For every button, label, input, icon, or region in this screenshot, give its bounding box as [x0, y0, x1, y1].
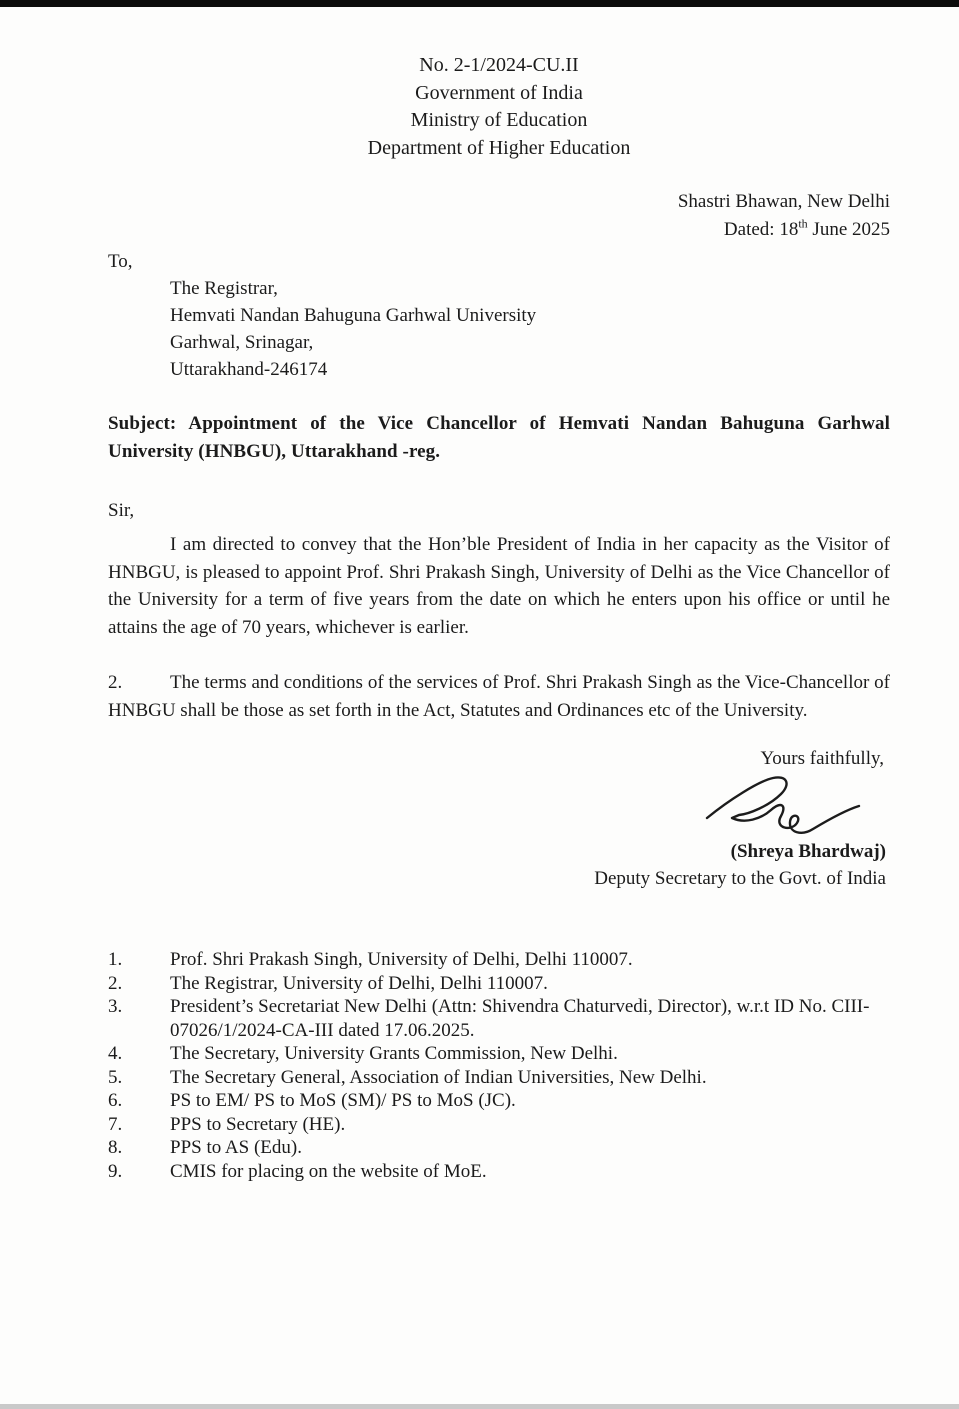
place-line: Shastri Bhawan, New Delhi [677, 191, 890, 212]
copy-item-text: The Registrar, University of Delhi, Delhi 110007. [170, 972, 548, 994]
signature-block [108, 772, 890, 834]
org-ministry: Ministry of Education [410, 109, 588, 131]
signatory-title: Deputy Secretary to the Govt. of India [594, 868, 886, 889]
letterhead [108, 52, 890, 162]
signatory-name: (Shreya Bhardwaj) [730, 841, 886, 862]
copy-item-text: Prof. Shri Prakash Singh, University of Delhi, Delhi 110007. [170, 949, 633, 970]
date-prefix: Dated: 18 [723, 219, 799, 240]
org-government: Government of India [415, 81, 583, 104]
subject-label: Subject: [108, 413, 177, 434]
date-suffix: June 2025 [807, 219, 890, 240]
recipient-block [170, 275, 890, 383]
recipient-state-pin: Uttarakhand-246174 [170, 359, 328, 380]
closing-phrase: Yours faithfully, [760, 748, 884, 769]
copy-item-number: 7. [108, 1113, 123, 1135]
copy-item-number: 8. [108, 1137, 123, 1158]
copy-item-text: PS to EM/ PS to MoS (SM)/ PS to MoS (JC). [170, 1090, 516, 1111]
body-paragraph-1: I am directed to convey that the Hon’ble President of India in her capacity as the Visitor of HNBGU, is pleased to appoint Prof. Shri Prakash Singh, University of Delhi as the Vice Chancellor of the University for a term of five years from the date on which he enters upon his office or until he attains the age of 70 years, whichever is earlier. [108, 534, 890, 638]
body-paragraph-2 [108, 669, 890, 724]
copy-item-number: 1. [108, 949, 123, 970]
salutation: Sir, [108, 500, 135, 521]
copy-item-number: 6. [108, 1090, 123, 1111]
subject-text: Appointment of the Vice Chancellor of Hemvati Nandan Bahuguna Garhwal University (HNBGU), Uttarakhand -reg. [108, 413, 890, 462]
paragraph-2-text: The terms and conditions of the services of Prof. Shri Prakash Singh as the Vice-Chancellor of HNBGU shall be those as set forth in the Act, Statutes and Ordinances etc of the University. [108, 672, 890, 721]
place-date-block [108, 188, 890, 244]
copy-distribution-list [108, 948, 890, 1183]
scan-bottom-edge [0, 1404, 959, 1409]
copy-item-number: 2. [108, 972, 123, 994]
recipient-university: Hemvati Nandan Bahuguna Garhwal University [170, 305, 537, 326]
copy-item [108, 1113, 890, 1137]
date-line [108, 216, 890, 244]
copy-item-number: 3. [108, 996, 123, 1017]
copy-item [108, 948, 890, 972]
subject-line [108, 410, 890, 466]
copy-item [108, 995, 890, 1042]
copy-item [108, 1066, 890, 1090]
copy-item-number: 4. [108, 1043, 123, 1064]
scan-top-edge [0, 0, 959, 7]
copy-item-text: PPS to Secretary (HE). [170, 1113, 346, 1135]
copy-item-text: The Secretary, University Grants Commission, New Delhi. [170, 1043, 618, 1064]
recipient-title: The Registrar, [170, 278, 278, 299]
copy-item [108, 1089, 890, 1113]
reference-number: No. 2-1/2024-CU.II [419, 54, 579, 76]
org-department: Department of Higher Education [367, 136, 631, 159]
copy-item-text: CMIS for placing on the website of MoE. [170, 1160, 487, 1182]
copy-item-text: President’s Secretariat New Delhi (Attn: Shivendra Chaturvedi, Director), w.r.t ID No. CIII-07026/1/2024-CA-III dated 17.06.2025. [170, 996, 870, 1041]
copy-item [108, 1042, 890, 1066]
date-ordinal: th [798, 216, 808, 231]
paragraph-number: 2. [108, 672, 123, 693]
copy-item-number: 9. [108, 1160, 123, 1182]
copy-item [108, 1136, 890, 1160]
recipient-city: Garhwal, Srinagar, [170, 332, 314, 353]
to-label: To, [108, 251, 133, 272]
copy-item-text: The Secretary General, Association of Indian Universities, New Delhi. [170, 1066, 707, 1088]
copy-item-number: 5. [108, 1066, 123, 1088]
copy-item [108, 972, 890, 996]
copy-item [108, 1160, 890, 1184]
copy-item-text: PPS to AS (Edu). [170, 1137, 302, 1158]
